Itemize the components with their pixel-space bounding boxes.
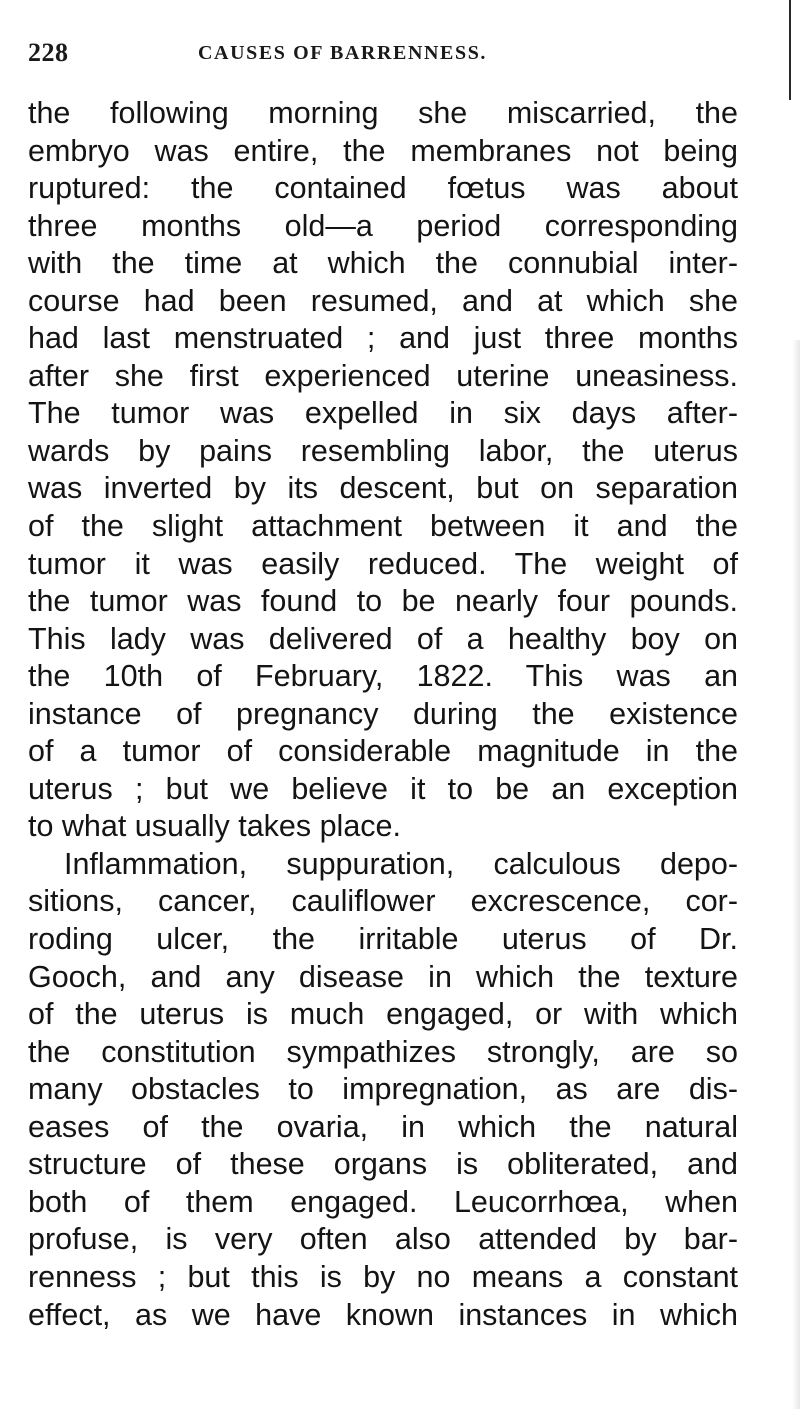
text-line: embryo was entire, the membranes not being xyxy=(28,133,738,168)
text-line: profuse, is very often also attended by bar- xyxy=(28,1222,738,1257)
text-line: had last menstruated ; and just three months xyxy=(28,321,738,356)
text-line: wards by pains resembling labor, the uterus xyxy=(28,433,738,468)
text-line: ruptured: the contained fœtus was about xyxy=(28,171,738,206)
text-line: after she first experienced uterine uneasiness. xyxy=(28,358,738,393)
text-line: course had been resumed, and at which she xyxy=(28,283,738,318)
text-line: This lady was delivered of a healthy boy on xyxy=(28,621,738,656)
text-line: Gooch, and any disease in which the texture xyxy=(28,959,738,994)
text-line: the 10th of February, 1822. This was an xyxy=(28,659,738,694)
paragraph-start-line: Inflammation, suppuration, calculous depo- xyxy=(64,846,738,881)
text-line: with the time at which the connubial inter- xyxy=(28,246,738,281)
text-line: three months old—a period corresponding xyxy=(28,208,738,243)
text-line: many obstacles to impregnation, as are dis- xyxy=(28,1072,738,1107)
text-line: both of them engaged. Leucorrhœa, when xyxy=(28,1184,738,1219)
paragraph-end-line: to what usually takes place. xyxy=(28,809,401,844)
text-line: the constitution sympathizes strongly, are so xyxy=(28,1034,738,1069)
body-text xyxy=(28,95,738,1334)
text-line: renness ; but this is by no means a constant xyxy=(28,1259,738,1294)
page-number: 228 xyxy=(28,38,69,67)
page-header xyxy=(28,38,528,78)
text-line: uterus ; but we believe it to be an exception xyxy=(28,771,738,806)
text-line: of the uterus is much engaged, or with which xyxy=(28,997,738,1032)
page-edge-shadow xyxy=(792,340,800,1409)
text-line: sitions, cancer, cauliflower excrescence, cor- xyxy=(28,884,738,919)
text-line: of a tumor of considerable magnitude in the xyxy=(28,734,738,769)
text-line: The tumor was expelled in six days after- xyxy=(28,396,738,431)
text-line: of the slight attachment between it and the xyxy=(28,509,738,544)
text-line: the following morning she miscarried, the xyxy=(28,96,738,130)
text-line: effect, as we have known instances in which xyxy=(28,1297,738,1332)
text-line: eases of the ovaria, in which the natural xyxy=(28,1109,738,1144)
page-edge-line xyxy=(789,0,791,100)
text-line: the tumor was found to be nearly four pounds. xyxy=(28,584,738,619)
text-line: tumor it was easily reduced. The weight of xyxy=(28,546,738,581)
text-line: roding ulcer, the irritable uterus of Dr. xyxy=(28,922,738,957)
text-line: was inverted by its descent, but on separation xyxy=(28,471,738,506)
text-line: structure of these organs is obliterated, and xyxy=(28,1147,738,1182)
running-head: CAUSES OF BARRENNESS. xyxy=(198,42,488,64)
text-line: instance of pregnancy during the existence xyxy=(28,696,738,731)
